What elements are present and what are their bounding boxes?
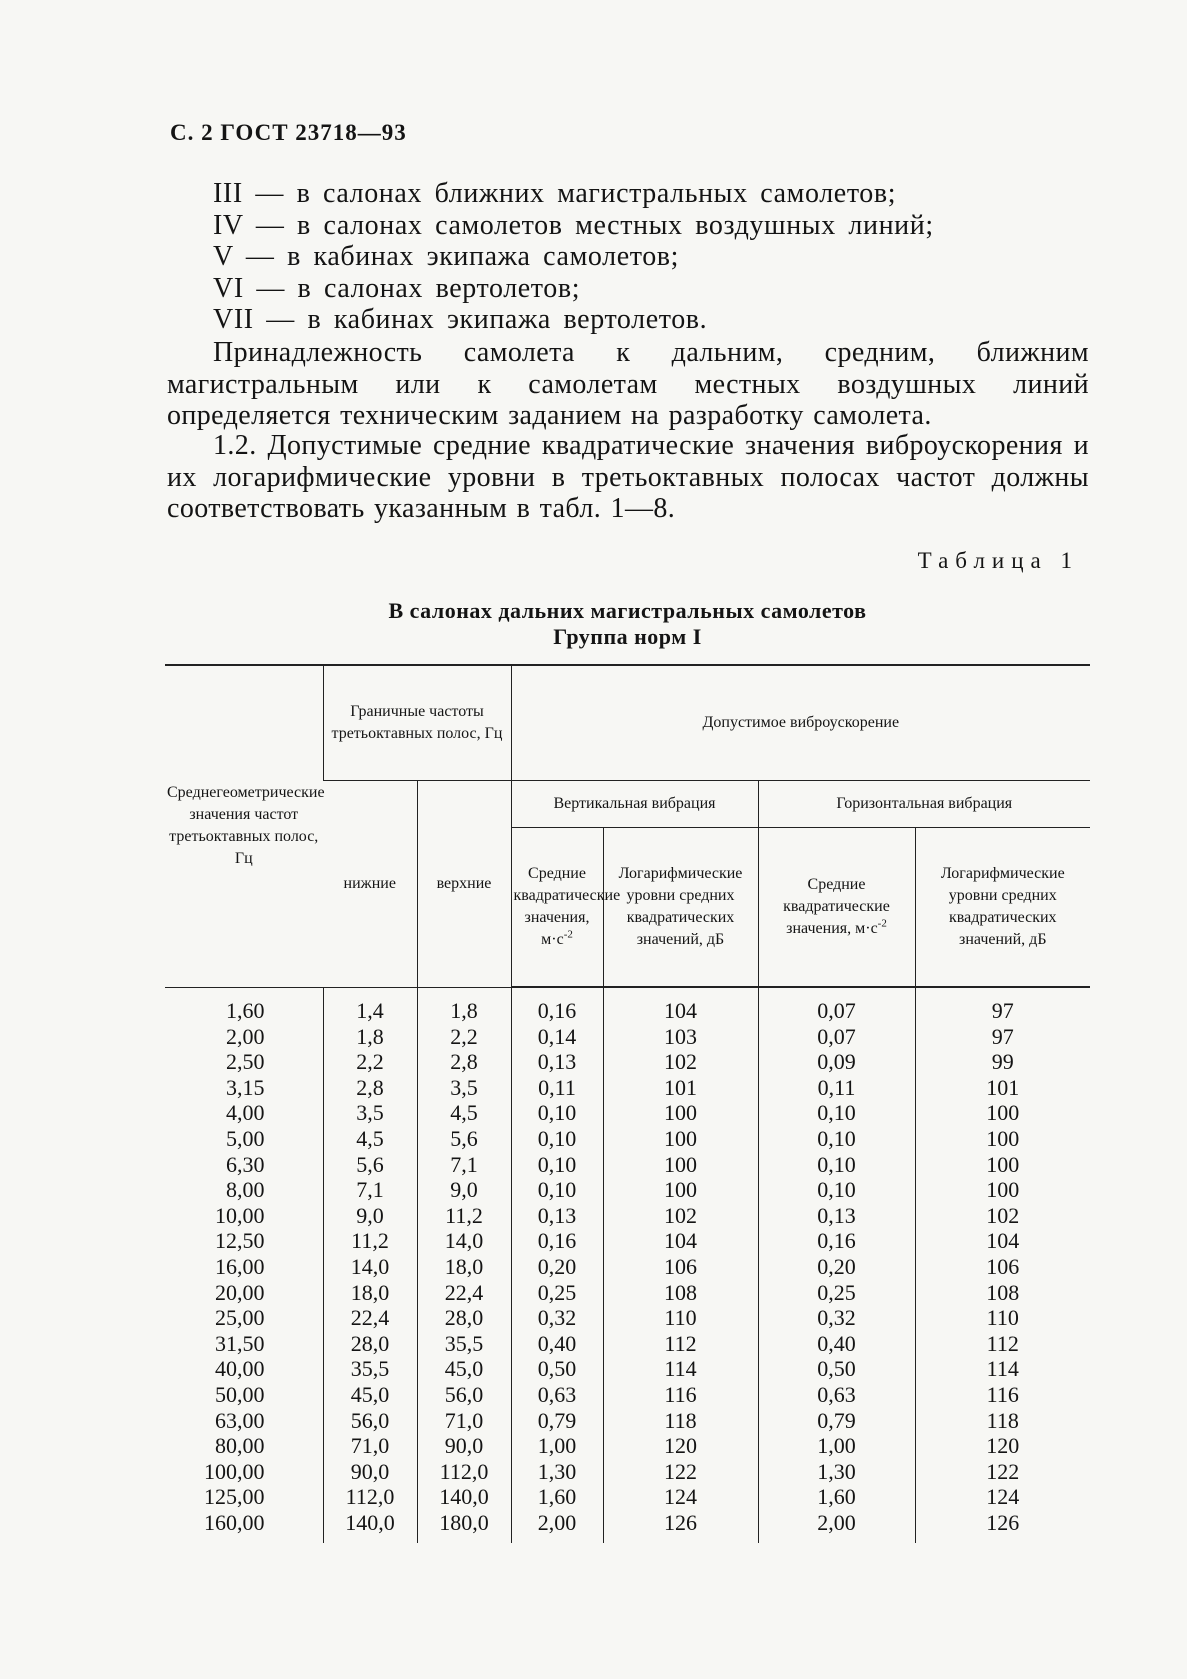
- cell-freq-lower: 11,2: [323, 1228, 417, 1254]
- table-row: [165, 1203, 1090, 1229]
- cell-freq-mean: 31,50: [215, 1330, 265, 1356]
- header-v-mean: [511, 827, 621, 987]
- header-freq: Среднегеометрические значения частот третьоктавных полос, Гц: [165, 665, 323, 987]
- cell-horiz-mean: 0,10: [758, 1177, 915, 1203]
- cell-horiz-log: 99: [915, 1049, 1090, 1075]
- cell-freq-upper: 1,8: [417, 987, 511, 1024]
- cell-freq-upper: 18,0: [417, 1254, 511, 1280]
- header-h-mean: [758, 827, 915, 987]
- cell-freq-upper: 90,0: [417, 1433, 511, 1459]
- cell-freq-lower: 18,0: [323, 1280, 417, 1306]
- cell-freq-lower: 3,5: [323, 1100, 417, 1126]
- cell-horiz-mean: 2,00: [758, 1510, 915, 1544]
- cell-vert-log: 112: [603, 1331, 758, 1357]
- cell-freq-upper: 180,0: [417, 1510, 511, 1544]
- cell-horiz-mean: 0,10: [758, 1152, 915, 1178]
- cell-horiz-mean: 1,30: [758, 1459, 915, 1485]
- cell-freq-mean: 20,00: [215, 1279, 265, 1305]
- cell-horiz-log: 114: [915, 1356, 1090, 1382]
- cell-freq-lower: 7,1: [323, 1177, 417, 1203]
- cell-vert-mean: 0,25: [511, 1280, 603, 1306]
- cell-freq-mean: 40,00: [215, 1356, 265, 1382]
- cell-horiz-mean: 0,10: [758, 1126, 915, 1152]
- table-row: [165, 1049, 1090, 1075]
- cell-freq-upper: 5,6: [417, 1126, 511, 1152]
- table-row: [165, 1484, 1090, 1510]
- cell-vert-log: 102: [603, 1049, 758, 1075]
- cell-horiz-log: 118: [915, 1408, 1090, 1434]
- cell-freq-lower: 4,5: [323, 1126, 417, 1152]
- cell-vert-log: 102: [603, 1203, 758, 1229]
- cell-freq-upper: 4,5: [417, 1100, 511, 1126]
- cell-vert-mean: 0,10: [511, 1100, 603, 1126]
- cell-vert-mean: 0,14: [511, 1024, 603, 1050]
- cell-vert-log: 108: [603, 1280, 758, 1306]
- cell-horiz-mean: 0,16: [758, 1228, 915, 1254]
- table-row: [165, 1280, 1090, 1306]
- cell-vert-mean: 0,79: [511, 1408, 603, 1434]
- cell-freq-upper: 14,0: [417, 1228, 511, 1254]
- table-row: [165, 1100, 1090, 1126]
- cell-horiz-mean: 1,00: [758, 1433, 915, 1459]
- cell-horiz-mean: 0,50: [758, 1356, 915, 1382]
- cell-freq-lower: 9,0: [323, 1203, 417, 1229]
- cell-horiz-mean: 0,32: [758, 1305, 915, 1331]
- cell-horiz-log: 100: [915, 1100, 1090, 1126]
- cell-horiz-mean: 0,11: [758, 1075, 915, 1101]
- cell-horiz-log: 108: [915, 1280, 1090, 1306]
- header-v-mean-text: Средние квадратические значения, м·с: [513, 864, 621, 948]
- list-item: V — в кабинах экипажа самолетов;: [213, 241, 679, 272]
- cell-horiz-log: 97: [915, 987, 1090, 1024]
- cell-vert-mean: 0,13: [511, 1203, 603, 1229]
- table-row: [165, 1177, 1090, 1203]
- table-title: В салонах дальних магистральных самолетов: [388, 598, 867, 623]
- table-row: [165, 1228, 1090, 1254]
- table-row: [165, 1408, 1090, 1434]
- cell-freq-mean: 2,00: [226, 1023, 265, 1049]
- cell-vert-log: 104: [603, 987, 758, 1024]
- cell-freq-upper: 9,0: [417, 1177, 511, 1203]
- cell-freq-mean: 4,00: [226, 1100, 265, 1126]
- cell-horiz-log: 112: [915, 1331, 1090, 1357]
- cell-horiz-log: 110: [915, 1305, 1090, 1331]
- cell-vert-mean: 0,50: [511, 1356, 603, 1382]
- cell-freq-mean: 16,00: [215, 1253, 265, 1279]
- cell-freq-lower: 45,0: [323, 1382, 417, 1408]
- table-row: [165, 987, 1090, 1024]
- cell-horiz-mean: 0,07: [758, 1024, 915, 1050]
- cell-freq-mean: 5,00: [226, 1125, 265, 1151]
- cell-horiz-log: 102: [915, 1203, 1090, 1229]
- table-row: [165, 1152, 1090, 1178]
- table-body: [165, 987, 1090, 1543]
- cell-horiz-log: 100: [915, 1126, 1090, 1152]
- cell-freq-lower: 28,0: [323, 1331, 417, 1357]
- cell-freq-mean: 63,00: [215, 1407, 265, 1433]
- cell-freq-upper: 2,2: [417, 1024, 511, 1050]
- group-list: [213, 178, 934, 336]
- cell-horiz-log: 126: [915, 1510, 1090, 1544]
- cell-vert-mean: 2,00: [511, 1510, 603, 1544]
- cell-horiz-log: 100: [915, 1177, 1090, 1203]
- cell-vert-mean: 0,16: [511, 1228, 603, 1254]
- cell-horiz-log: 101: [915, 1075, 1090, 1101]
- table-row: [165, 1024, 1090, 1050]
- cell-freq-upper: 71,0: [417, 1408, 511, 1434]
- cell-vert-log: 126: [603, 1510, 758, 1544]
- cell-horiz-mean: 0,63: [758, 1382, 915, 1408]
- cell-freq-lower: 56,0: [323, 1408, 417, 1434]
- cell-horiz-mean: 1,60: [758, 1484, 915, 1510]
- header-v-log: Логарифмические уровни средних квадратических значений, дБ: [603, 827, 758, 987]
- cell-freq-upper: 7,1: [417, 1152, 511, 1178]
- header-accel: Допустимое виброускорение: [511, 665, 1090, 780]
- cell-horiz-mean: 0,25: [758, 1280, 915, 1306]
- cell-freq-mean: 125,00: [204, 1484, 265, 1510]
- cell-horiz-log: 120: [915, 1433, 1090, 1459]
- header-vertical: Вертикальная вибрация: [511, 780, 758, 827]
- cell-horiz-mean: 0,10: [758, 1100, 915, 1126]
- cell-vert-mean: 1,60: [511, 1484, 603, 1510]
- cell-vert-log: 124: [603, 1484, 758, 1510]
- cell-freq-mean: 50,00: [215, 1381, 265, 1407]
- table-group: Группа норм I: [553, 624, 702, 649]
- cell-freq-lower: 71,0: [323, 1433, 417, 1459]
- table-row: [165, 1331, 1090, 1357]
- cell-freq-lower: 112,0: [323, 1484, 417, 1510]
- page-header: С. 2 ГОСТ 23718—93: [170, 120, 407, 145]
- cell-horiz-log: 97: [915, 1024, 1090, 1050]
- cell-freq-lower: 90,0: [323, 1459, 417, 1485]
- cell-vert-mean: 0,10: [511, 1177, 603, 1203]
- header-v-mean-exponent: -2: [563, 928, 573, 941]
- cell-horiz-mean: 0,09: [758, 1049, 915, 1075]
- cell-freq-upper: 3,5: [417, 1075, 511, 1101]
- header-upper: верхние: [417, 780, 511, 987]
- cell-horiz-log: 116: [915, 1382, 1090, 1408]
- cell-freq-lower: 35,5: [323, 1356, 417, 1382]
- cell-horiz-log: 104: [915, 1228, 1090, 1254]
- cell-freq-upper: 22,4: [417, 1280, 511, 1306]
- cell-vert-log: 101: [603, 1075, 758, 1101]
- header-horizontal: Горизонтальная вибрация: [758, 780, 1090, 827]
- table-row: [165, 1254, 1090, 1280]
- paragraph-classification: Принадлежность самолета к дальним, средним, ближним магистральным или к самолетам местных воздушных линий определяется техническим заданием на разработку самолета.: [167, 337, 1089, 431]
- cell-freq-upper: 28,0: [417, 1305, 511, 1331]
- cell-horiz-mean: 0,13: [758, 1203, 915, 1229]
- cell-horiz-log: 122: [915, 1459, 1090, 1485]
- cell-vert-log: 106: [603, 1254, 758, 1280]
- cell-horiz-mean: 0,07: [758, 987, 915, 1024]
- cell-horiz-mean: 0,40: [758, 1331, 915, 1357]
- cell-freq-mean: 1,60: [226, 997, 265, 1023]
- cell-freq-mean: 25,00: [215, 1305, 265, 1331]
- list-item: VI — в салонах вертолетов;: [213, 272, 581, 304]
- cell-freq-mean: 8,00: [226, 1177, 265, 1203]
- cell-freq-upper: 56,0: [417, 1382, 511, 1408]
- cell-freq-mean: 10,00: [215, 1202, 265, 1228]
- vibration-table: [165, 664, 1090, 1543]
- cell-freq-upper: 140,0: [417, 1484, 511, 1510]
- table-row: [165, 1356, 1090, 1382]
- cell-vert-log: 104: [603, 1228, 758, 1254]
- cell-freq-lower: 14,0: [323, 1254, 417, 1280]
- cell-vert-mean: 0,32: [511, 1305, 603, 1331]
- cell-horiz-log: 100: [915, 1152, 1090, 1178]
- list-item: VII — в кабинах экипажа вертолетов.: [213, 304, 708, 335]
- table-row: [165, 1075, 1090, 1101]
- header-h-mean-exponent: -2: [877, 917, 887, 930]
- table-row: [165, 1510, 1090, 1544]
- cell-freq-mean: 6,30: [226, 1151, 265, 1177]
- cell-vert-mean: 0,20: [511, 1254, 603, 1280]
- cell-horiz-log: 106: [915, 1254, 1090, 1280]
- cell-freq-lower: 2,8: [323, 1075, 417, 1101]
- cell-horiz-log: 124: [915, 1484, 1090, 1510]
- header-bounds: Граничные частоты третьоктавных полос, Гц: [323, 665, 511, 780]
- cell-freq-lower: 2,2: [323, 1049, 417, 1075]
- cell-vert-log: 100: [603, 1152, 758, 1178]
- header-lower: нижние: [323, 780, 417, 987]
- cell-freq-upper: 45,0: [417, 1356, 511, 1382]
- cell-vert-mean: 0,16: [511, 987, 603, 1024]
- cell-vert-log: 118: [603, 1408, 758, 1434]
- table-row: [165, 1305, 1090, 1331]
- cell-freq-mean: 100,00: [204, 1458, 265, 1484]
- cell-freq-mean: 3,15: [226, 1074, 265, 1100]
- cell-horiz-mean: 0,20: [758, 1254, 915, 1280]
- cell-vert-log: 110: [603, 1305, 758, 1331]
- cell-freq-mean: 2,50: [226, 1049, 265, 1075]
- list-item: III — в салонах ближних магистральных самолетов;: [213, 178, 897, 209]
- cell-freq-lower: 5,6: [323, 1152, 417, 1178]
- cell-vert-log: 116: [603, 1382, 758, 1408]
- cell-vert-log: 100: [603, 1177, 758, 1203]
- cell-vert-log: 122: [603, 1459, 758, 1485]
- cell-freq-lower: 1,4: [323, 987, 417, 1024]
- cell-vert-mean: 1,30: [511, 1459, 603, 1485]
- cell-freq-mean: 160,00: [204, 1509, 265, 1535]
- cell-vert-log: 100: [603, 1126, 758, 1152]
- table-row: [165, 1382, 1090, 1408]
- cell-freq-upper: 2,8: [417, 1049, 511, 1075]
- cell-vert-log: 100: [603, 1100, 758, 1126]
- cell-freq-upper: 112,0: [417, 1459, 511, 1485]
- list-item: IV — в салонах самолетов местных воздушных линий;: [213, 209, 934, 241]
- cell-freq-mean: 12,50: [215, 1228, 265, 1254]
- cell-vert-mean: 0,10: [511, 1126, 603, 1152]
- cell-vert-mean: 1,00: [511, 1433, 603, 1459]
- table-row: [165, 1433, 1090, 1459]
- cell-freq-lower: 22,4: [323, 1305, 417, 1331]
- cell-vert-mean: 0,40: [511, 1331, 603, 1357]
- cell-vert-mean: 0,10: [511, 1152, 603, 1178]
- table-row: [165, 1126, 1090, 1152]
- cell-vert-mean: 0,13: [511, 1049, 603, 1075]
- cell-freq-lower: 1,8: [323, 1024, 417, 1050]
- cell-vert-log: 120: [603, 1433, 758, 1459]
- header-h-mean-text: Средние квадратические значения, м·с: [783, 875, 890, 937]
- cell-vert-log: 103: [603, 1024, 758, 1050]
- header-h-log: Логарифмические уровни средних квадратических значений, дБ: [915, 827, 1090, 987]
- paragraph-clause-1-2: 1.2. Допустимые средние квадратические значения виброускорения и их логарифмические уровни в третьоктавных полосах частот должны соответствовать указанным в табл. 1—8.: [167, 430, 1089, 524]
- cell-vert-mean: 0,11: [511, 1075, 603, 1101]
- cell-freq-lower: 140,0: [323, 1510, 417, 1544]
- cell-vert-mean: 0,63: [511, 1382, 603, 1408]
- cell-horiz-mean: 0,79: [758, 1408, 915, 1434]
- cell-freq-upper: 35,5: [417, 1331, 511, 1357]
- table-row: [165, 1459, 1090, 1485]
- cell-vert-log: 114: [603, 1356, 758, 1382]
- cell-freq-upper: 11,2: [417, 1203, 511, 1229]
- table-label: Таблица 1: [917, 548, 1079, 573]
- cell-freq-mean: 80,00: [215, 1433, 265, 1459]
